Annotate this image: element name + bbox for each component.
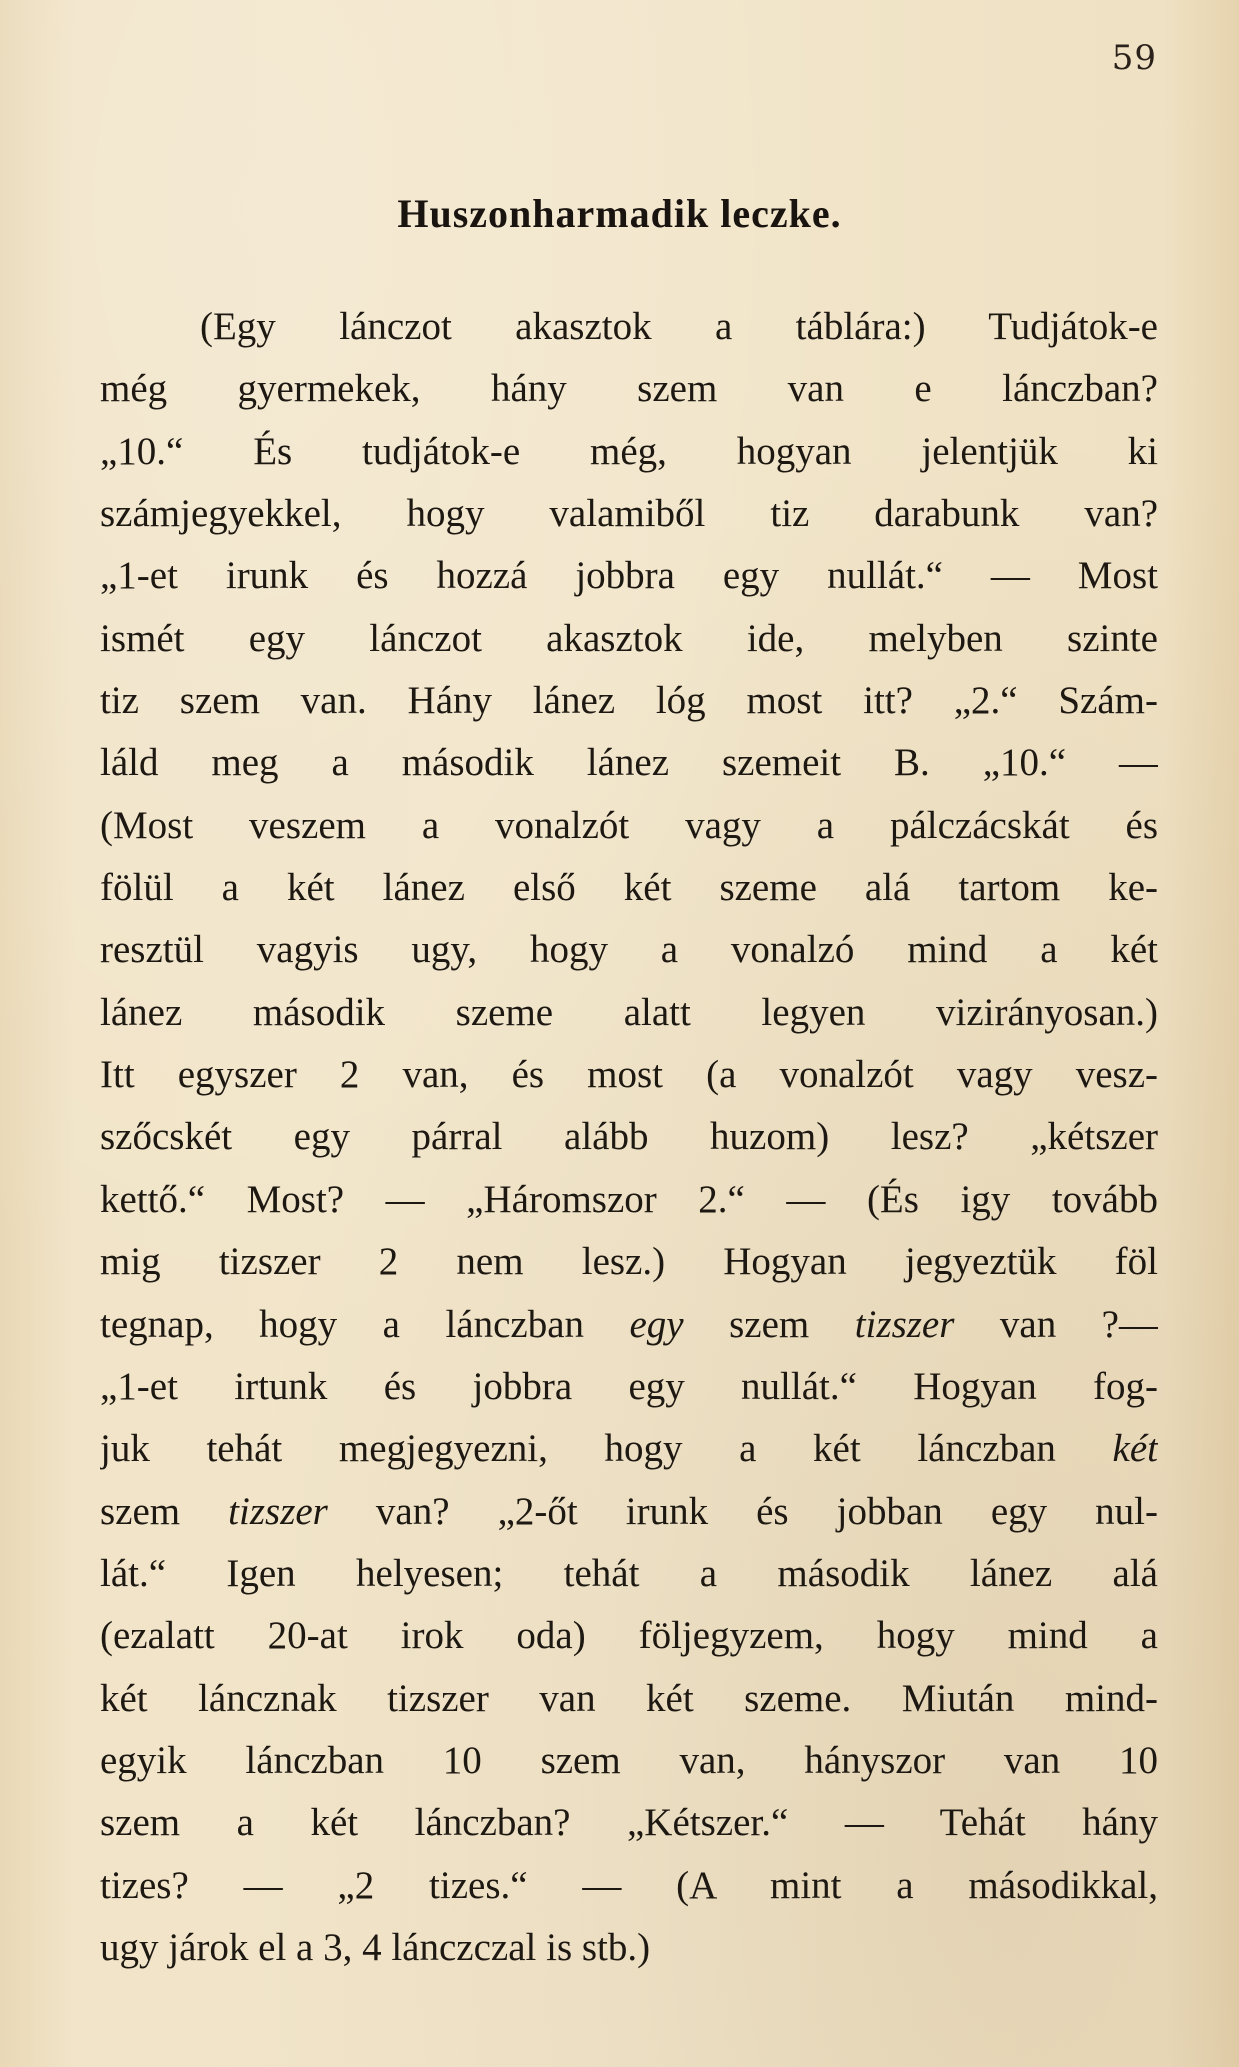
text-line: ismét egy lánczot akasztok ide, melyben szinte — [100, 616, 1158, 660]
text-line: lát.“ Igen helyesen; tehát a második lánez alá — [100, 1551, 1158, 1595]
text-line: „1-et irtunk és jobbra egy nullát.“ Hogyan fog- — [100, 1364, 1158, 1408]
text-line: Itt egyszer 2 van, és most (a vonalzót vagy vesz- — [100, 1053, 1158, 1097]
text-line: számjegyekkel, hogy valamiből tiz darabunk van? — [100, 492, 1158, 536]
text-line: „1-et irunk és hozzá jobbra egy nullát.“ — Most — [100, 554, 1158, 598]
lesson-heading: Huszonharmadik leczke. — [397, 191, 842, 236]
text-line: két láncznak tizszer van két szeme. Miután mind- — [100, 1676, 1158, 1720]
text-line: juk tehát megjegyezni, hogy a két lánczban két — [100, 1427, 1158, 1471]
text-line: láld meg a második lánez szemeit B. „10.“ — — [100, 741, 1158, 785]
text-line: szőcskét egy párral alább huzom) lesz? „kétszer — [100, 1115, 1158, 1159]
text-line: tiz szem van. Hány lánez lóg most itt? „2.“ Szám- — [100, 679, 1158, 723]
text-line: (Most veszem a vonalzót vagy a pálczácskát és — [100, 803, 1158, 847]
text-line: kettő.“ Most? — „Háromszor 2.“ — (És igy tovább — [100, 1177, 1158, 1221]
text-line: szem a két lánczban? „Kétszer.“ — Tehát hány — [100, 1801, 1158, 1845]
text-line: ugy járok el a 3, 4 lánczczal is stb.) — [100, 1925, 651, 1969]
text-line: resztül vagyis ugy, hogy a vonalzó mind a két — [100, 928, 1158, 972]
text-line: egyik lánczban 10 szem van, hányszor van 10 — [100, 1738, 1158, 1782]
text-line: fölül a két lánez első két szeme alá tartom ke- — [100, 866, 1158, 910]
page-number: 59 — [1111, 38, 1157, 78]
text-line: „10.“ És tudjátok-e még, hogyan jelentjük ki — [100, 429, 1158, 473]
text-line: mig tizszer 2 nem lesz.) Hogyan jegyeztük föl — [100, 1240, 1158, 1284]
text-line: (ezalatt 20-at irok oda) följegyzem, hogy mind a — [100, 1614, 1158, 1658]
text-line: szem tizszer van? „2-őt irunk és jobban egy nul- — [100, 1489, 1158, 1533]
text-line: tegnap, hogy a lánczban egy szem tizszer van ?— — [100, 1302, 1158, 1346]
text-line: tizes? — „2 tizes.“ — (A mint a másodikkal, — [100, 1863, 1158, 1907]
text-line: még gyermekek, hány szem van e lánczban? — [100, 367, 1158, 411]
text-line: (Egy lánczot akasztok a táblára:) Tudjátok-e — [200, 305, 1158, 348]
text-line: lánez második szeme alatt legyen vizirányosan.) — [100, 990, 1158, 1034]
lesson-body — [100, 296, 1158, 1979]
